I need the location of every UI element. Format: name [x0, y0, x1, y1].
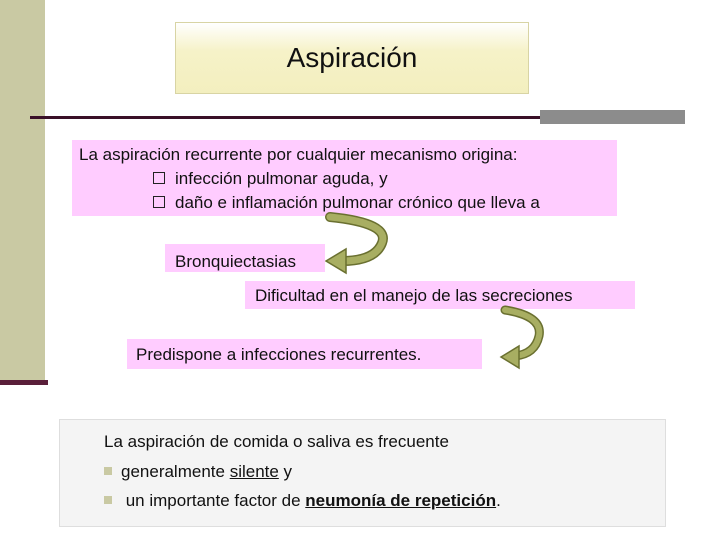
summary-bullet-2 — [104, 491, 501, 511]
bronquiectasias-text: Bronquiectasias — [175, 252, 296, 271]
summary-bullet-1 — [104, 462, 292, 482]
summary-b1-pre: generalmente — [121, 462, 230, 481]
summary-line-1: La aspiración de comida o saliva es frecuente — [104, 432, 449, 451]
predispone-text: Predispone a infecciones recurrentes. — [136, 345, 422, 364]
divider-accent — [540, 110, 685, 124]
square-bullet-icon — [104, 467, 112, 475]
curved-arrow-1-icon — [320, 205, 395, 275]
checkbox-bullet-icon — [153, 196, 165, 208]
dificultad-text: Dificultad en el manejo de las secreciones — [255, 286, 573, 305]
summary-b1-post: y — [278, 462, 293, 481]
title-box — [175, 22, 529, 94]
curved-arrow-2-icon — [495, 300, 555, 370]
checkbox-bullet-icon — [153, 172, 165, 184]
sidebar-strip — [0, 0, 45, 384]
point-1 — [153, 169, 388, 189]
summary-b2-em: neumonía de repetición — [305, 491, 497, 510]
point-2-text: daño e inflamación pulmonar crónico que lleva a — [175, 193, 540, 212]
summary-b1-em: silente — [229, 462, 279, 481]
sidebar-accent — [0, 380, 48, 385]
summary-b2-post: . — [496, 491, 501, 510]
summary-b2-pre: un importante factor de — [121, 491, 306, 510]
slide-title: Aspiración — [286, 42, 418, 73]
divider-line — [30, 116, 540, 119]
intro-text: La aspiración recurrente por cualquier mecanismo origina: — [79, 145, 518, 164]
point-1-text: infección pulmonar aguda, y — [175, 169, 388, 188]
square-bullet-icon — [104, 496, 112, 504]
